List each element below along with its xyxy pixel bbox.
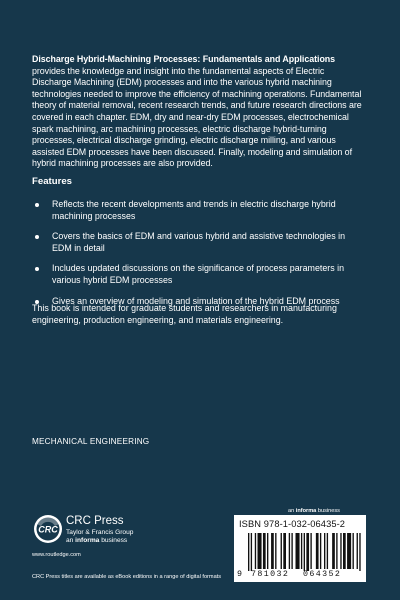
subject-category: MECHANICAL ENGINEERING	[32, 437, 150, 446]
features-heading: Features	[32, 176, 72, 187]
barcode-icon	[248, 533, 362, 571]
barcode-bar	[281, 533, 282, 569]
features-list	[32, 199, 367, 316]
description-body: provides the knowledge and insight into the fundamental aspects of Electric Discharge Machining (EDM) processes and into the various hybrid machining technologies needed to improve the efficiency of machining operations. Fundamental theory of material removal, recent research trends, and future research directions are covered in each chapter. EDM, dry and near-dry EDM processes, electrochemical spark machining, arc machining processes, electric discharge hybrid-turning processes, electrical discharge grinding, electric discharge milling, and various assisted EDM processes have been discussed. Finally, modeling and simulation of hybrid machining processes are also provided.	[32, 65, 362, 169]
isbn-label: ISBN 978-1-032-06435-2	[239, 519, 346, 529]
barcode-bar	[310, 533, 311, 569]
barcode-bar	[301, 533, 302, 569]
barcode-bar	[289, 533, 290, 569]
feature-item: Reflects the recent developments and trends in electric discharge hybrid machining processes	[32, 199, 367, 222]
barcode-bar	[255, 533, 256, 569]
publisher-business-line: an informa business	[66, 537, 128, 544]
barcode-bar	[251, 533, 252, 571]
barcode-bar	[320, 533, 321, 569]
barcode-bar	[296, 533, 300, 569]
audience-statement: This book is intended for graduate students and researchers in manufacturing engineering, production engineering, and materials engineering.	[32, 303, 337, 325]
feature-item: Covers the basics of EDM and various hybrid and assistive technologies in EDM in detail	[32, 231, 367, 254]
bullet-icon	[35, 203, 39, 207]
barcode-bar	[267, 533, 268, 569]
barcode-bar	[316, 533, 319, 569]
barcode-bar	[306, 533, 309, 571]
crc-press-logo-icon	[33, 514, 63, 544]
barcode-bar	[271, 533, 274, 569]
bullet-icon	[35, 235, 39, 239]
publisher-group: Taylor & Francis Group	[66, 529, 134, 536]
barcode-bar	[248, 533, 249, 571]
logo-text: CRC	[38, 524, 58, 535]
barcode-bar	[359, 533, 360, 571]
barcode-bar	[324, 533, 325, 569]
publisher-website: www.routledge.com	[32, 552, 81, 558]
barcode-bar	[275, 533, 276, 569]
publisher-name: CRC Press	[66, 515, 124, 527]
barcode-bar	[283, 533, 286, 569]
barcode-bar	[357, 533, 358, 569]
barcode-bar	[263, 533, 266, 569]
barcode-bar	[258, 533, 262, 569]
barcode-bar	[343, 533, 346, 569]
bullet-icon	[35, 267, 39, 271]
barcode-bar	[304, 533, 305, 571]
barcode-bar	[291, 533, 292, 569]
ebook-availability-note: CRC Press titles are available as eBook editions in a range of digital formats	[32, 574, 222, 580]
barcode-left-group: 781032	[251, 570, 290, 579]
barcode-bar	[353, 533, 354, 569]
barcode-bar	[340, 533, 341, 569]
barcode-bar	[327, 533, 328, 569]
barcode-bar	[347, 533, 351, 569]
barcode-right-group: 064352	[303, 570, 342, 579]
informa-tag: an informa business	[288, 508, 340, 514]
feature-item: Gives an overview of modeling and simulation of the hybrid EDM process	[32, 296, 367, 308]
feature-item: Includes updated discussions on the significance of process parameters in various hybrid EDM processes	[32, 263, 367, 286]
barcode-bar	[336, 533, 337, 569]
barcode-bar	[332, 533, 335, 569]
barcode-first-digit: 9	[237, 570, 242, 579]
isbn-barcode-box	[234, 515, 366, 582]
book-title: Discharge Hybrid-Machining Processes: Fundamentals and Applications	[32, 54, 336, 64]
book-description	[32, 54, 366, 170]
